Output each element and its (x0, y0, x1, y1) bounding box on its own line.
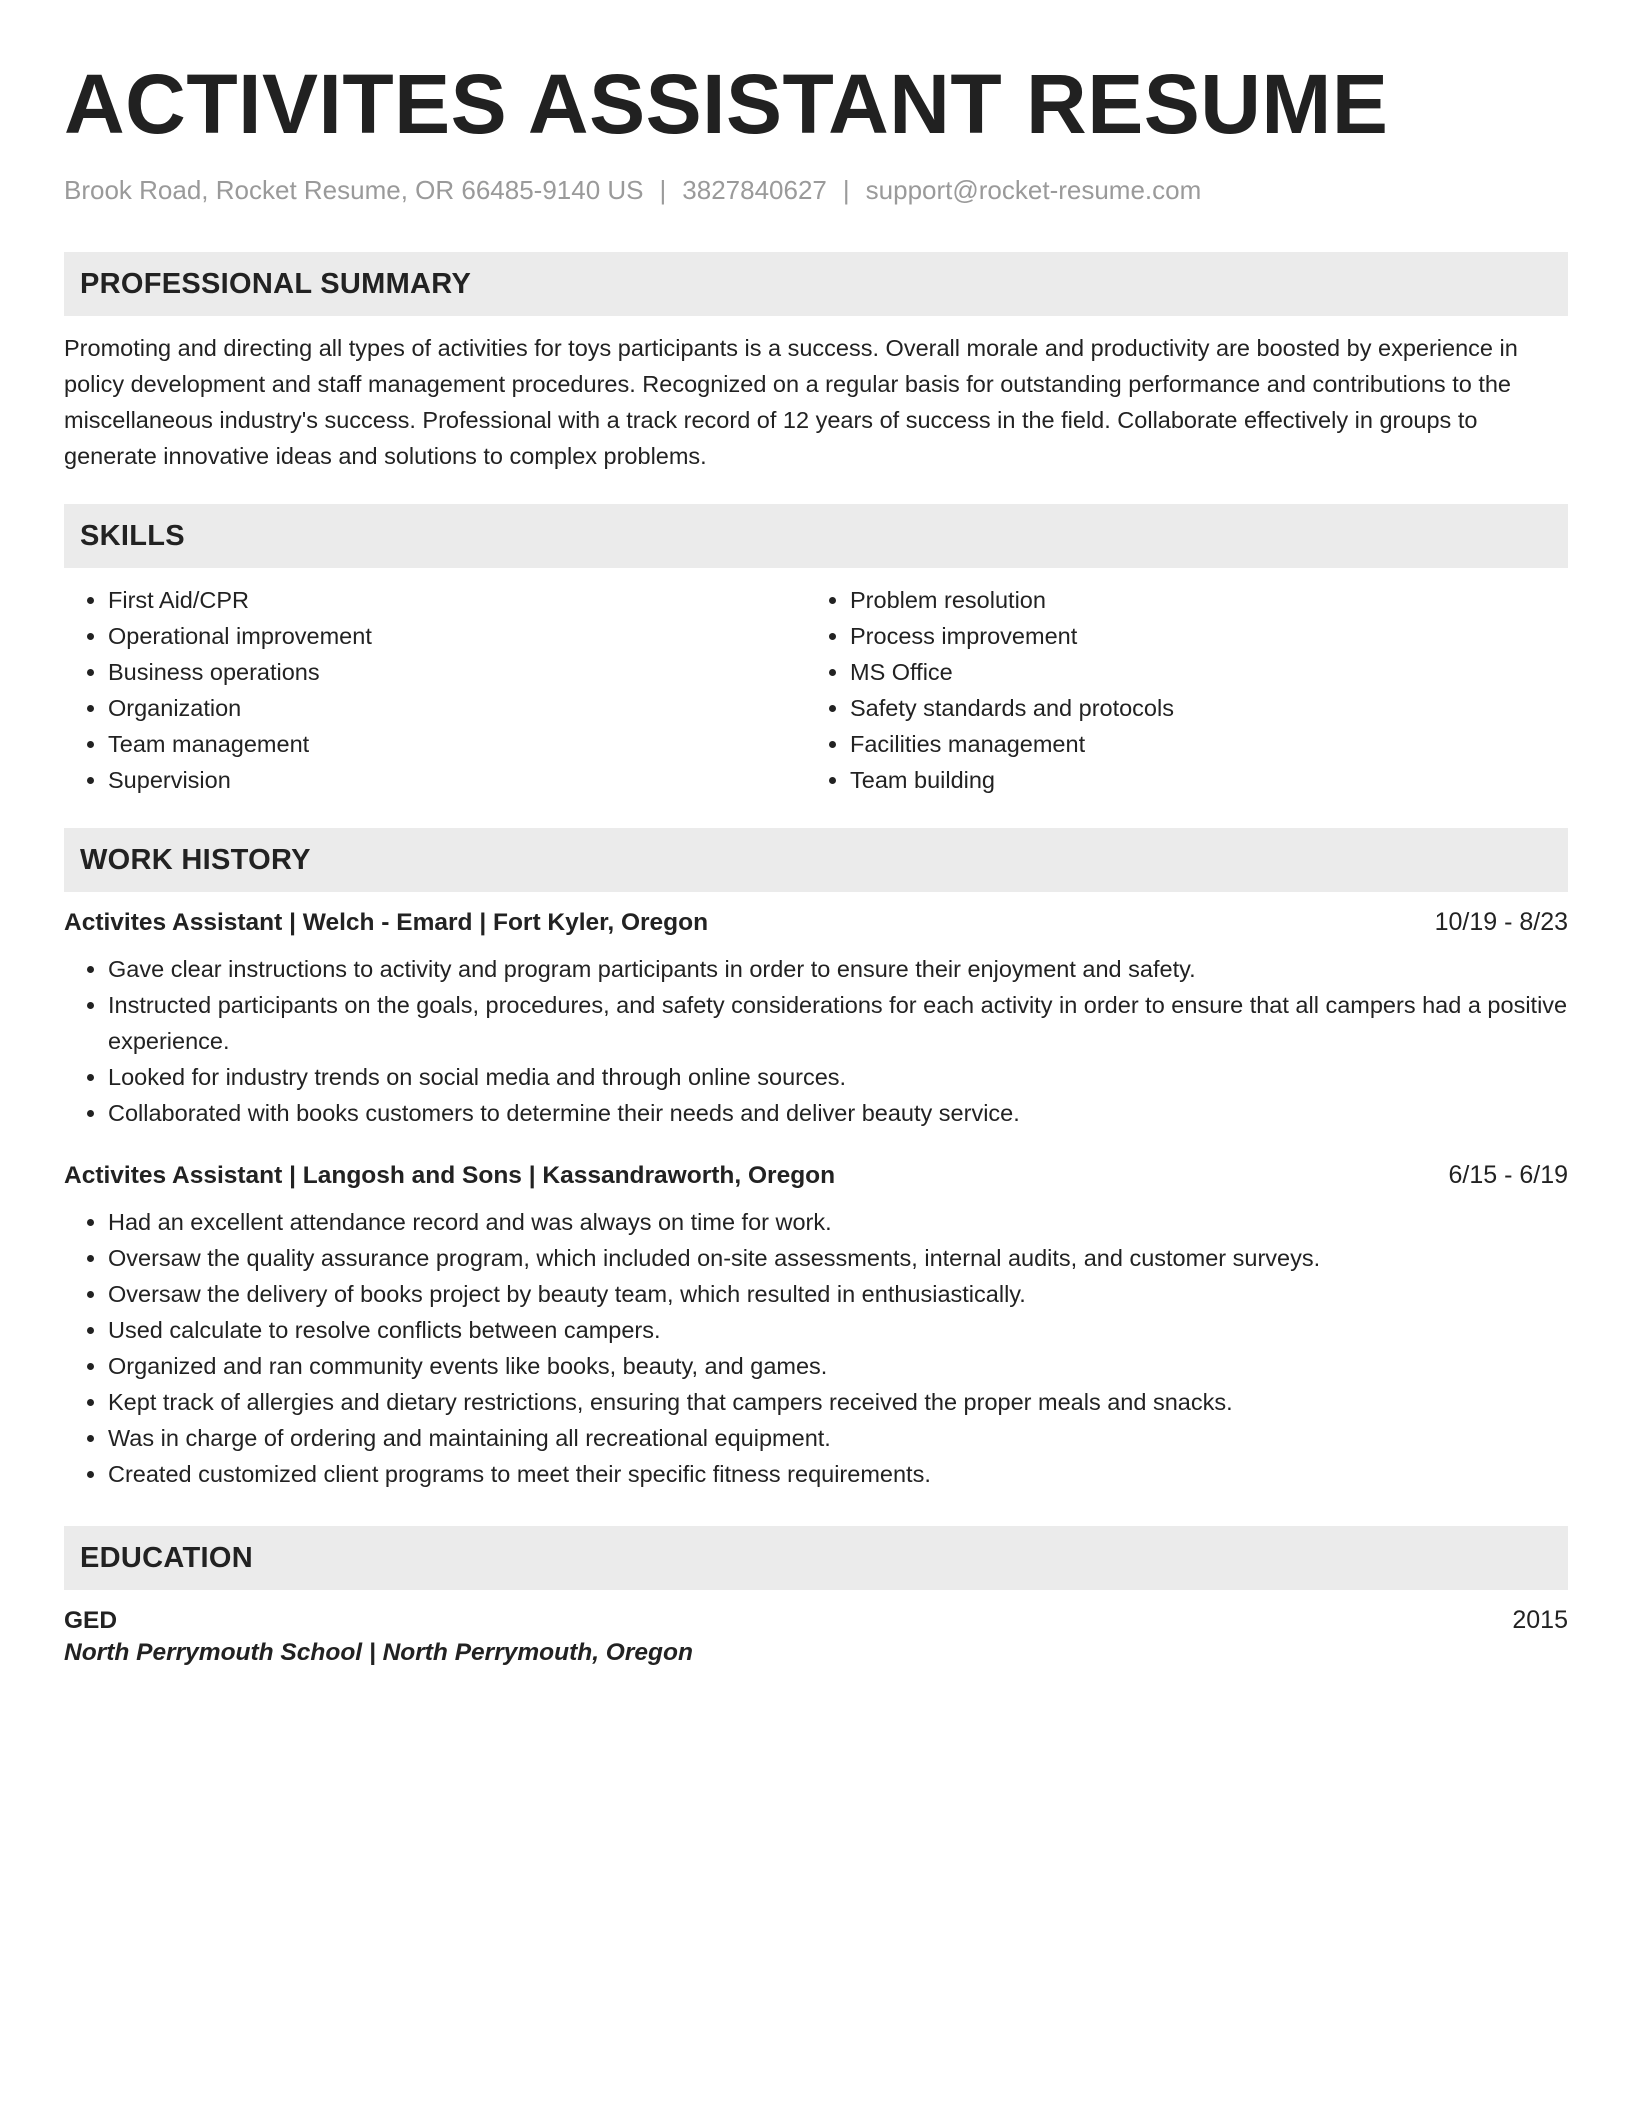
job-bullet: • Instructed participants on the goals, procedures, and safety considerations for each activity in order to ensure that all campers had a positive experience. (108, 987, 1568, 1059)
contact-email[interactable]: support@rocket-resume.com (865, 175, 1202, 205)
skill-item: • Business operations (108, 654, 806, 690)
job-header (64, 1161, 1568, 1190)
skills-section-header (64, 504, 1568, 568)
job-bullet: • Oversaw the quality assurance program, which included on-site assessments, internal audits, and customer surveys. (108, 1240, 1568, 1276)
job-bullets (64, 1204, 1568, 1492)
skill-item: • Safety standards and protocols (850, 690, 1548, 726)
job-dates: 6/15 - 6/19 (1448, 1161, 1568, 1189)
job-entry (64, 1161, 1568, 1492)
job-bullet: • Collaborated with books customers to determine their needs and deliver beauty service. (108, 1095, 1568, 1131)
skills-column-right (806, 582, 1548, 798)
education-school: North Perrymouth School | North Perrymouth, Oregon (64, 1639, 693, 1666)
education-section-header (64, 1526, 1568, 1590)
job-bullet: • Was in charge of ordering and maintaining all recreational equipment. (108, 1420, 1568, 1456)
education-heading: EDUCATION (80, 1541, 253, 1574)
contact-address: Brook Road, Rocket Resume, OR 66485-9140 US (64, 175, 644, 205)
job-bullet: • Kept track of allergies and dietary restrictions, ensuring that campers received the proper meals and snacks. (108, 1384, 1568, 1420)
job-bullet: • Gave clear instructions to activity and program participants in order to ensure their enjoyment and safety. (108, 951, 1568, 987)
skills-column-left (64, 582, 806, 798)
job-bullet: • Organized and ran community events like books, beauty, and games. (108, 1348, 1568, 1384)
skills-heading: SKILLS (80, 519, 185, 552)
skill-item: • First Aid/CPR (108, 582, 806, 618)
skill-item: • Facilities management (850, 726, 1548, 762)
contact-separator: | (842, 175, 850, 205)
job-title: Activites Assistant | Welch - Emard | Fort Kyler, Oregon (64, 909, 709, 936)
contact-phone: 3827840627 (682, 175, 827, 205)
contact-separator: | (659, 175, 667, 205)
skill-item: • Supervision (108, 762, 806, 798)
summary-heading: PROFESSIONAL SUMMARY (80, 267, 472, 300)
job-dates: 10/19 - 8/23 (1434, 908, 1568, 936)
resume-title: ACTIVITES ASSISTANT RESUME (64, 57, 1389, 151)
skills-list (64, 582, 1568, 798)
resume-page (64, 0, 1568, 1667)
summary-text: Promoting and directing all types of activities for toys participants is a success. Overall morale and productivity are boosted by experience in policy development and staff management procedures. Recognized on a regular basis for outstanding performance and contributions to the miscellaneous industry's success. Professional with a track record of 12 years of success in the field. Collaborate effectively in groups to generate innovative ideas and solutions to complex problems. (64, 335, 1518, 469)
education-entry (64, 1606, 1568, 1667)
job-bullet: • Had an excellent attendance record and was always on time for work. (108, 1204, 1568, 1240)
skill-item: • Problem resolution (850, 582, 1548, 618)
skill-item: • MS Office (850, 654, 1548, 690)
contact-line (64, 172, 1568, 208)
job-bullet: • Looked for industry trends on social media and through online sources. (108, 1059, 1568, 1095)
education-header (64, 1606, 1568, 1635)
skill-item: • Organization (108, 690, 806, 726)
job-header (64, 908, 1568, 937)
job-bullet: • Used calculate to resolve conflicts between campers. (108, 1312, 1568, 1348)
education-year: 2015 (1512, 1606, 1568, 1634)
job-entry (64, 908, 1568, 1131)
skill-item: • Process improvement (850, 618, 1548, 654)
skill-item: • Team building (850, 762, 1548, 798)
job-bullet: • Created customized client programs to meet their specific fitness requirements. (108, 1456, 1568, 1492)
job-bullets (64, 951, 1568, 1131)
job-title: Activites Assistant | Langosh and Sons | Kassandraworth, Oregon (64, 1162, 836, 1189)
summary-section-header (64, 252, 1568, 316)
skill-item: • Operational improvement (108, 618, 806, 654)
education-degree: GED (64, 1607, 118, 1634)
job-bullet: • Oversaw the delivery of books project by beauty team, which resulted in enthusiastically. (108, 1276, 1568, 1312)
work-heading: WORK HISTORY (80, 843, 311, 876)
skill-item: • Team management (108, 726, 806, 762)
work-section-header (64, 828, 1568, 892)
